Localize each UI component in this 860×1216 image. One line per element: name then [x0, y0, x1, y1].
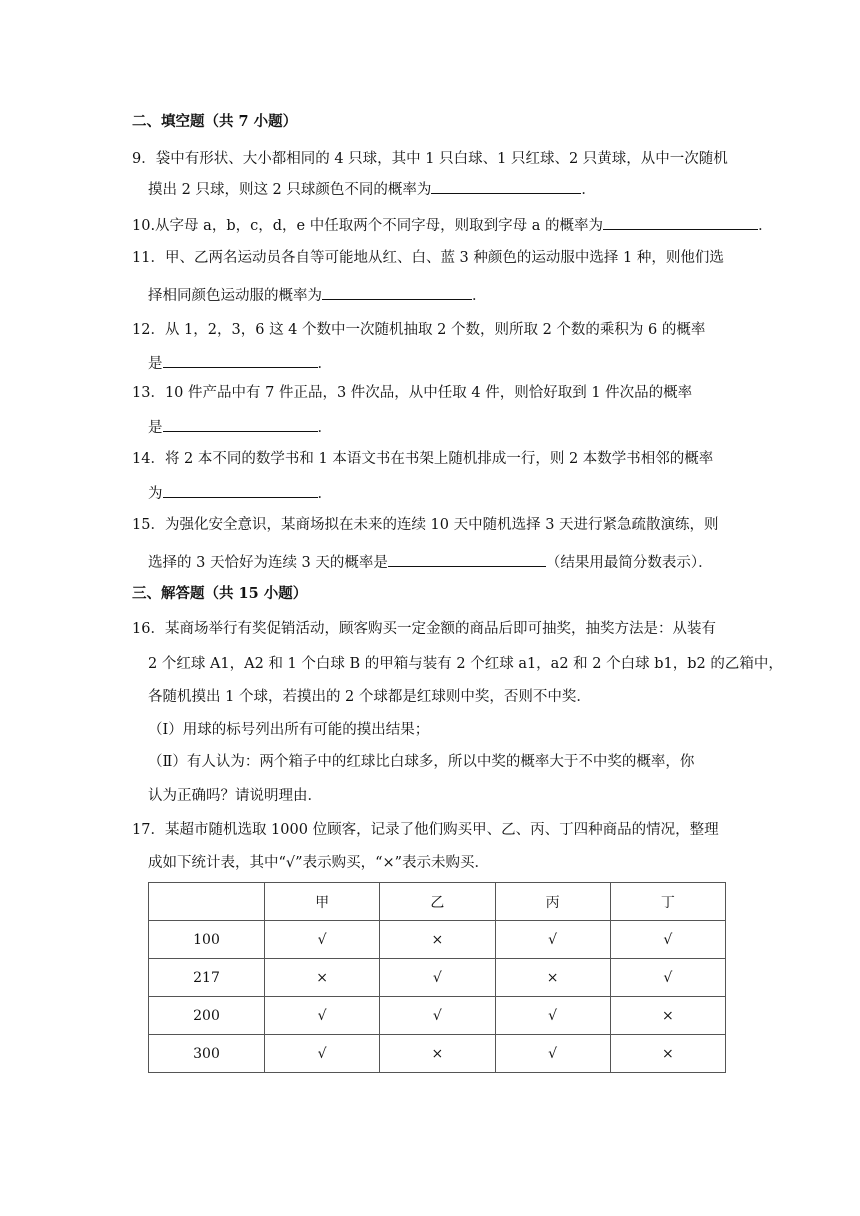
q11-answer-blank	[322, 284, 472, 300]
table-cell: ×	[380, 1035, 495, 1073]
q15-text: 选择的 3 天恰好为连续 3 天的概率是	[148, 555, 388, 571]
table-cell: 217	[149, 959, 265, 997]
q15-answer-blank	[388, 551, 546, 567]
table-cell: ×	[265, 959, 380, 997]
q12-line2	[148, 352, 332, 374]
table-row	[149, 1035, 726, 1073]
q14-end: ．	[317, 486, 332, 502]
q11-line2	[148, 284, 487, 306]
table-cell: 200	[149, 997, 265, 1035]
table-header-row	[149, 883, 726, 921]
section3-heading: 三、解答题（共 15 小题）	[132, 585, 308, 602]
table-cell: ×	[610, 1035, 725, 1073]
table-cell: √	[380, 959, 495, 997]
q13-text: 是	[148, 420, 163, 436]
q11-end: ．	[472, 288, 487, 304]
q16-part1: （Ⅰ）用球的标号列出所有可能的摸出结果；	[148, 722, 430, 738]
q9-end: ．	[581, 182, 596, 198]
q13-answer-blank	[163, 416, 318, 432]
table-cell: √	[265, 1035, 380, 1073]
q11-line1: 11．甲、乙两名运动员各自等可能地从红、白、蓝 3 种颜色的运动服中选择 1 种，则他们选	[132, 250, 724, 266]
q13-line2	[148, 416, 332, 438]
table-cell: √	[265, 921, 380, 959]
q12-text: 是	[148, 356, 163, 372]
table-header-cell: 乙	[380, 883, 495, 921]
q16-line2: 2 个红球 A1，A2 和 1 个白球 B 的甲箱与装有 2 个红球 a1，a2 和 2 个白球 b1，b2 的乙箱中，	[148, 656, 783, 672]
table-cell: √	[610, 921, 725, 959]
q14-text: 为	[148, 486, 163, 502]
q16-line3: 各随机摸出 1 个球，若摸出的 2 个球都是红球则中奖，否则不中奖．	[148, 689, 591, 705]
table-header-cell	[149, 883, 265, 921]
q11-text: 择相同颜色运动服的概率为	[148, 288, 322, 304]
table-cell: 100	[149, 921, 265, 959]
q14-line1: 14．将 2 本不同的数学书和 1 本语文书在书架上随机排成一行，则 2 本数学书相邻的概率	[132, 451, 714, 467]
table-header-cell: 丙	[495, 883, 610, 921]
table-cell: √	[495, 997, 610, 1035]
q16-part2-line1: （Ⅱ）有人认为：两个箱子中的红球比白球多，所以中奖的概率大于不中奖的概率，你	[148, 754, 695, 770]
q10-text: 10.从字母 a，b，c，d，e 中任取两个不同字母，则取到字母 a 的概率为	[132, 218, 604, 234]
q10-line	[132, 214, 773, 236]
q12-line1: 12．从 1，2，3，6 这 4 个数中一次随机抽取 2 个数，则所取 2 个数的乘积为 6 的概率	[132, 322, 706, 338]
q15-line1: 15．为强化安全意识，某商场拟在未来的连续 10 天中随机选择 3 天进行紧急疏散演练，则	[132, 517, 719, 533]
q17-line1: 17．某超市随机选取 1000 位顾客，记录了他们购买甲、乙、丙、丁四种商品的情况，整理	[132, 822, 719, 838]
purchase-stats-table	[148, 882, 726, 1073]
q9-text: 摸出 2 只球，则这 2 只球颜色不同的概率为	[148, 182, 432, 198]
table-cell: √	[495, 1035, 610, 1073]
table-header-cell: 甲	[265, 883, 380, 921]
q9-line2	[148, 178, 596, 200]
table-cell: ×	[495, 959, 610, 997]
q9-line1: 9．袋中有形状、大小都相同的 4 只球，其中 1 只白球、1 只红球、2 只黄球，从中一次随机	[132, 151, 728, 167]
table-row	[149, 959, 726, 997]
q13-line1: 13．10 件产品中有 7 件正品，3 件次品，从中任取 4 件，则恰好取到 1 件次品的概率	[132, 385, 693, 401]
q10-answer-blank	[603, 214, 758, 230]
section2-heading: 二、填空题（共 7 小题）	[132, 113, 298, 130]
q15-end: （结果用最简分数表示）．	[545, 555, 713, 571]
q14-line2	[148, 482, 332, 504]
table-cell: ×	[380, 921, 495, 959]
table-cell: 300	[149, 1035, 265, 1073]
q14-answer-blank	[163, 482, 318, 498]
q9-answer-blank	[431, 178, 581, 194]
table-cell: ×	[610, 997, 725, 1035]
q15-line2	[148, 551, 713, 573]
q16-line1: 16．某商场举行有奖促销活动，顾客购买一定金额的商品后即可抽奖，抽奖方法是：从装有	[132, 621, 716, 637]
table-cell: √	[610, 959, 725, 997]
q10-end: ．	[758, 218, 773, 234]
table-header-cell: 丁	[610, 883, 725, 921]
q13-end: ．	[317, 420, 332, 436]
table-row	[149, 921, 726, 959]
q16-part2-line2: 认为正确吗？请说明理由．	[148, 788, 322, 804]
table-cell: √	[495, 921, 610, 959]
table-cell: √	[265, 997, 380, 1035]
q12-answer-blank	[163, 352, 318, 368]
q12-end: ．	[317, 356, 332, 372]
table-row	[149, 997, 726, 1035]
q17-line2: 成如下统计表，其中“√”表示购买，“×”表示未购买．	[148, 855, 490, 871]
table-cell: √	[380, 997, 495, 1035]
